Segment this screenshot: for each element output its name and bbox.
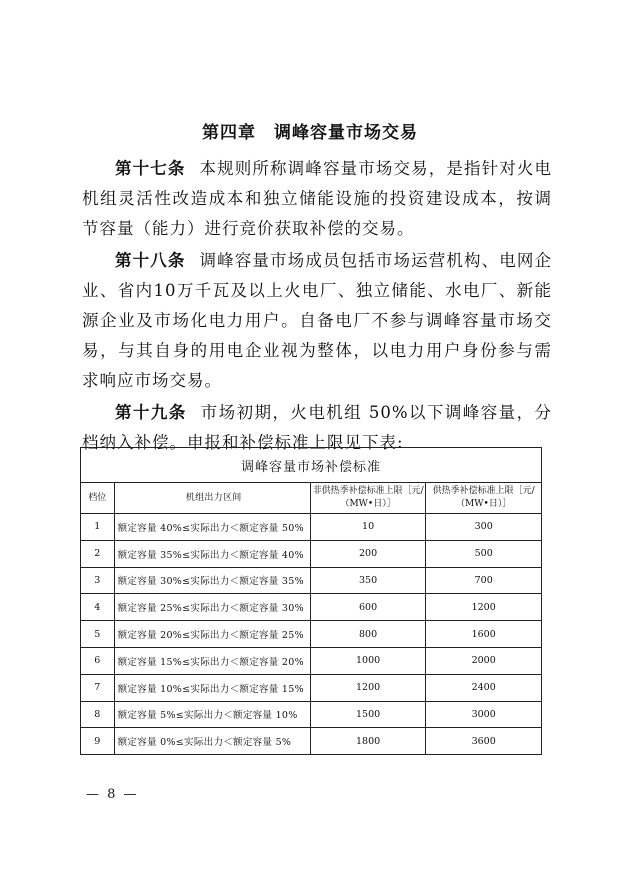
cell-level: 9: [81, 728, 115, 755]
cell-heating: 300: [426, 514, 542, 541]
cell-level: 3: [81, 567, 115, 594]
cell-non-heating: 1200: [310, 674, 426, 701]
cell-non-heating: 1500: [310, 701, 426, 728]
cell-non-heating: 1000: [310, 647, 426, 674]
article-number: 第十八条: [115, 251, 186, 270]
cell-range: 额定容量 0%≤实际出力＜额定容量 5%: [114, 728, 310, 755]
table-row: [81, 701, 542, 728]
articles-body: [82, 154, 552, 460]
cell-range: 额定容量 35%≤实际出力＜额定容量 40%: [114, 540, 310, 567]
table-header-row: [81, 483, 542, 514]
cell-range: 额定容量 10%≤实际出力＜额定容量 15%: [114, 674, 310, 701]
table-row: [81, 728, 542, 755]
cell-range: 额定容量 15%≤实际出力＜额定容量 20%: [114, 647, 310, 674]
article-text: 市场初期，火电机组 50%以下调峰容量，分档纳入补偿。申报和补偿标准上限见下表:: [82, 403, 553, 452]
cell-non-heating: 600: [310, 594, 426, 621]
article-text: 本规则所称调峰容量市场交易，是指针对火电机组灵活性改造成本和独立储能设施的投资建设成本，按调节容量（能力）进行竞价获取补偿的交易。: [82, 159, 553, 238]
table-row: [81, 514, 542, 541]
cell-heating: 2400: [426, 674, 542, 701]
cell-heating: 500: [426, 540, 542, 567]
cell-heating: 1200: [426, 594, 542, 621]
table-row: [81, 621, 542, 648]
cell-heating: 1600: [426, 621, 542, 648]
cell-non-heating: 350: [310, 567, 426, 594]
page-number: — 8 —: [86, 787, 139, 802]
cell-level: 2: [81, 540, 115, 567]
cell-level: 5: [81, 621, 115, 648]
cell-non-heating: 800: [310, 621, 426, 648]
table-row: [81, 647, 542, 674]
article-17: [82, 154, 552, 244]
header-heating: 供热季补偿标准上限［元/（MW•日）］: [426, 483, 542, 514]
article-number: 第十七条: [115, 159, 186, 178]
cell-level: 8: [81, 701, 115, 728]
chapter-title: 第四章 调峰容量市场交易: [202, 123, 418, 143]
table-row: [81, 594, 542, 621]
cell-heating: 3600: [426, 728, 542, 755]
article-18: [82, 246, 552, 396]
table-row: [81, 540, 542, 567]
cell-heating: 2000: [426, 647, 542, 674]
header-range: 机组出力区间: [114, 483, 310, 514]
cell-range: 额定容量 40%≤实际出力＜额定容量 50%: [114, 514, 310, 541]
header-non-heating: 非供热季补偿标准上限［元/（MW•日）］: [310, 483, 426, 514]
table-row: [81, 567, 542, 594]
table-body: [81, 514, 542, 755]
cell-range: 额定容量 20%≤实际出力＜额定容量 25%: [114, 621, 310, 648]
article-text: 调峰容量市场成员包括市场运营机构、电网企业、省内10万千瓦及以上火电厂、独立储能、水电厂、新能源企业及市场化电力用户。自备电厂不参与调峰容量市场交易，与其自身的用电企业视为整体，以电力用户身份参与需求响应市场交易。: [82, 251, 553, 390]
cell-non-heating: 200: [310, 540, 426, 567]
cell-non-heating: 1800: [310, 728, 426, 755]
header-level: 档位: [81, 483, 115, 514]
table-caption: 调峰容量市场补偿标准: [81, 448, 542, 483]
cell-level: 7: [81, 674, 115, 701]
cell-heating: 3000: [426, 701, 542, 728]
cell-range: 额定容量 25%≤实际出力＜额定容量 30%: [114, 594, 310, 621]
cell-level: 6: [81, 647, 115, 674]
article-number: 第十九条: [115, 403, 187, 422]
cell-level: 1: [81, 514, 115, 541]
cell-non-heating: 10: [310, 514, 426, 541]
compensation-table: [80, 447, 542, 755]
cell-heating: 700: [426, 567, 542, 594]
cell-level: 4: [81, 594, 115, 621]
cell-range: 额定容量 30%≤实际出力＜额定容量 35%: [114, 567, 310, 594]
table-row: [81, 674, 542, 701]
cell-range: 额定容量 5%≤实际出力＜额定容量 10%: [114, 701, 310, 728]
